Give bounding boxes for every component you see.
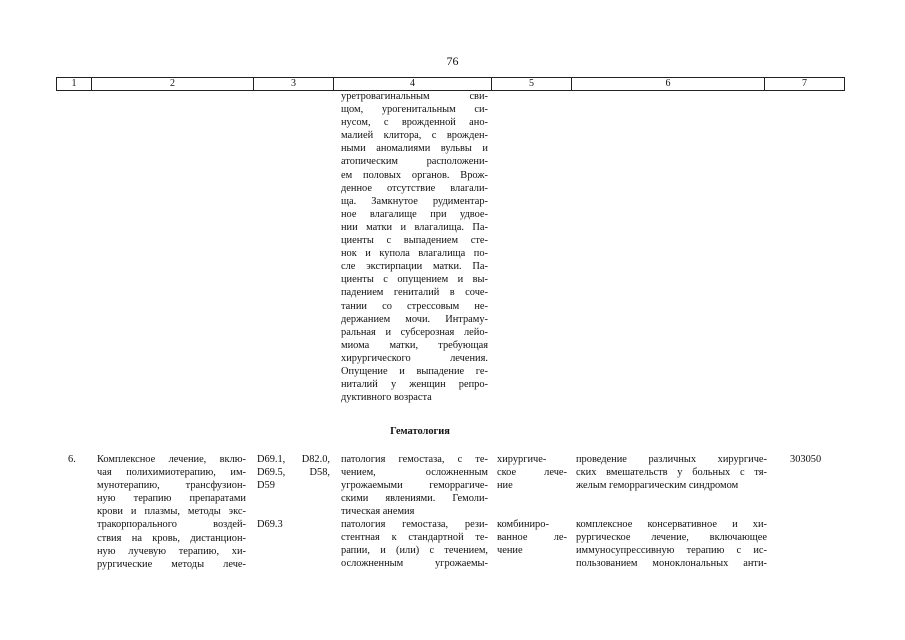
continuation-line: атопическим расположени- <box>341 156 488 168</box>
type-line: хирургиче- <box>497 454 547 465</box>
profile-line: тракорпорального воздей- <box>97 519 246 531</box>
type-line: чение <box>497 545 523 557</box>
method-line: желым геморрагическим синдромом <box>576 480 739 492</box>
model-line: патология гемостаза, рези- <box>341 519 488 530</box>
method-line: пользованием моноклональных анти- <box>576 558 767 570</box>
continuation-line: нусом, с врожденной ано- <box>341 117 488 129</box>
column-header-5: 5 <box>491 78 571 90</box>
profile-line: ную лучевую терапию, хи- <box>97 545 246 557</box>
continuation-line: денное отсутствие влагали- <box>341 182 488 194</box>
continuation-line: малией клитора, с врожден- <box>341 130 488 142</box>
continuation-line: ниталий у женщин репро- <box>341 379 488 391</box>
treatment-type-a <box>497 453 567 492</box>
treatment-method-a <box>576 453 767 492</box>
type-line: ское лече- <box>497 467 567 479</box>
continuation-line: держанием мочи. Интраму- <box>341 313 488 325</box>
continuation-line: ное влагалище при удвое- <box>341 208 488 220</box>
treatment-profile-text <box>97 453 246 571</box>
profile-line: мунотерапию, трансфузион- <box>97 480 246 492</box>
model-line: чением, осложненным <box>341 467 488 479</box>
icd-code-line: D69.5, D58, <box>257 467 330 479</box>
continuation-line: ральная и субсерозная лейо- <box>341 326 488 338</box>
icd-code-line: D59 <box>257 480 275 492</box>
column-header-6: 6 <box>571 78 764 90</box>
model-line: стентная к стандартной те- <box>341 532 488 544</box>
type-line: ние <box>497 480 513 492</box>
method-line: рургическое лечение, включающее <box>576 532 767 544</box>
continuation-line: циенты с опущением и вы- <box>341 274 488 286</box>
column-header-1: 1 <box>56 78 91 90</box>
model-line: скими явлениями. Гемоли- <box>341 493 488 505</box>
continuation-line: нии матки и влагалища. Па- <box>341 221 488 233</box>
continuation-line: сле экстирпации матки. Па- <box>341 261 488 273</box>
continuation-line: ща. Замкнутое рудиментар- <box>341 195 488 207</box>
method-line: иммуносупрессивную терапию с ис- <box>576 545 767 557</box>
profile-line: ствия на кровь, дистанцион- <box>97 532 246 544</box>
table-header-row <box>56 77 845 91</box>
continuation-line: дуктивного возраста <box>341 392 432 404</box>
section-title: Гематология <box>390 426 450 437</box>
model-line: рапии, и (или) с течением, <box>341 545 488 557</box>
continuation-line: миома матки, требующая <box>341 339 488 351</box>
row-number: 6. <box>68 454 76 465</box>
profile-line: чая полихимиотерапию, им- <box>97 467 246 479</box>
continuation-line: уретровагинальным сви- <box>341 91 488 102</box>
column-header-2: 2 <box>91 78 253 90</box>
column-header-3: 3 <box>253 78 333 90</box>
column-header-7: 7 <box>764 78 845 90</box>
continuation-line: хирургического лечения. <box>341 352 488 364</box>
treatment-type-b <box>497 518 567 557</box>
continuation-line: циенты с выпадением сте- <box>341 235 488 247</box>
column-header-4: 4 <box>333 78 491 90</box>
profile-line: Комплексное лечение, вклю- <box>97 454 246 465</box>
profile-line: рургические методы лече- <box>97 558 246 570</box>
continuation-model-text <box>341 90 488 404</box>
icd-codes-b: D69.3 <box>257 519 283 530</box>
patient-model-b <box>341 518 488 570</box>
continuation-line: щом, урогенитальным си- <box>341 104 488 116</box>
type-line: ванное ле- <box>497 532 567 544</box>
method-line: проведение различных хирургиче- <box>576 454 767 465</box>
icd-code-line: D69.1, D82.0, <box>257 454 330 465</box>
profile-line: крови и плазмы, методы экс- <box>97 506 246 518</box>
continuation-line: падением гениталий в соче- <box>341 287 488 299</box>
continuation-line: ными аномалиями вульвы и <box>341 143 488 155</box>
treatment-method-b <box>576 518 767 570</box>
model-line: тическая анемия <box>341 506 415 518</box>
continuation-line: ем половых органов. Врож- <box>341 169 488 181</box>
type-line: комбиниро- <box>497 519 549 530</box>
cost-value: 303050 <box>790 454 822 465</box>
model-line: осложненным угрожаемы- <box>341 558 488 570</box>
model-line: патология гемостаза, с те- <box>341 454 488 465</box>
continuation-line: тании со стрессовым не- <box>341 300 488 312</box>
icd-codes-a <box>257 453 330 492</box>
continuation-line: Опущение и выпадение ге- <box>341 365 488 377</box>
method-line: комплексное консервативное и хи- <box>576 519 767 530</box>
continuation-line: нок и купола влагалища по- <box>341 248 488 260</box>
model-line: угрожаемыми геморрагиче- <box>341 480 488 492</box>
method-line: ских вмешательств у больных с тя- <box>576 467 767 479</box>
page-number: 76 <box>446 54 459 68</box>
profile-line: ную терапию препаратами <box>97 493 246 505</box>
patient-model-a <box>341 453 488 518</box>
